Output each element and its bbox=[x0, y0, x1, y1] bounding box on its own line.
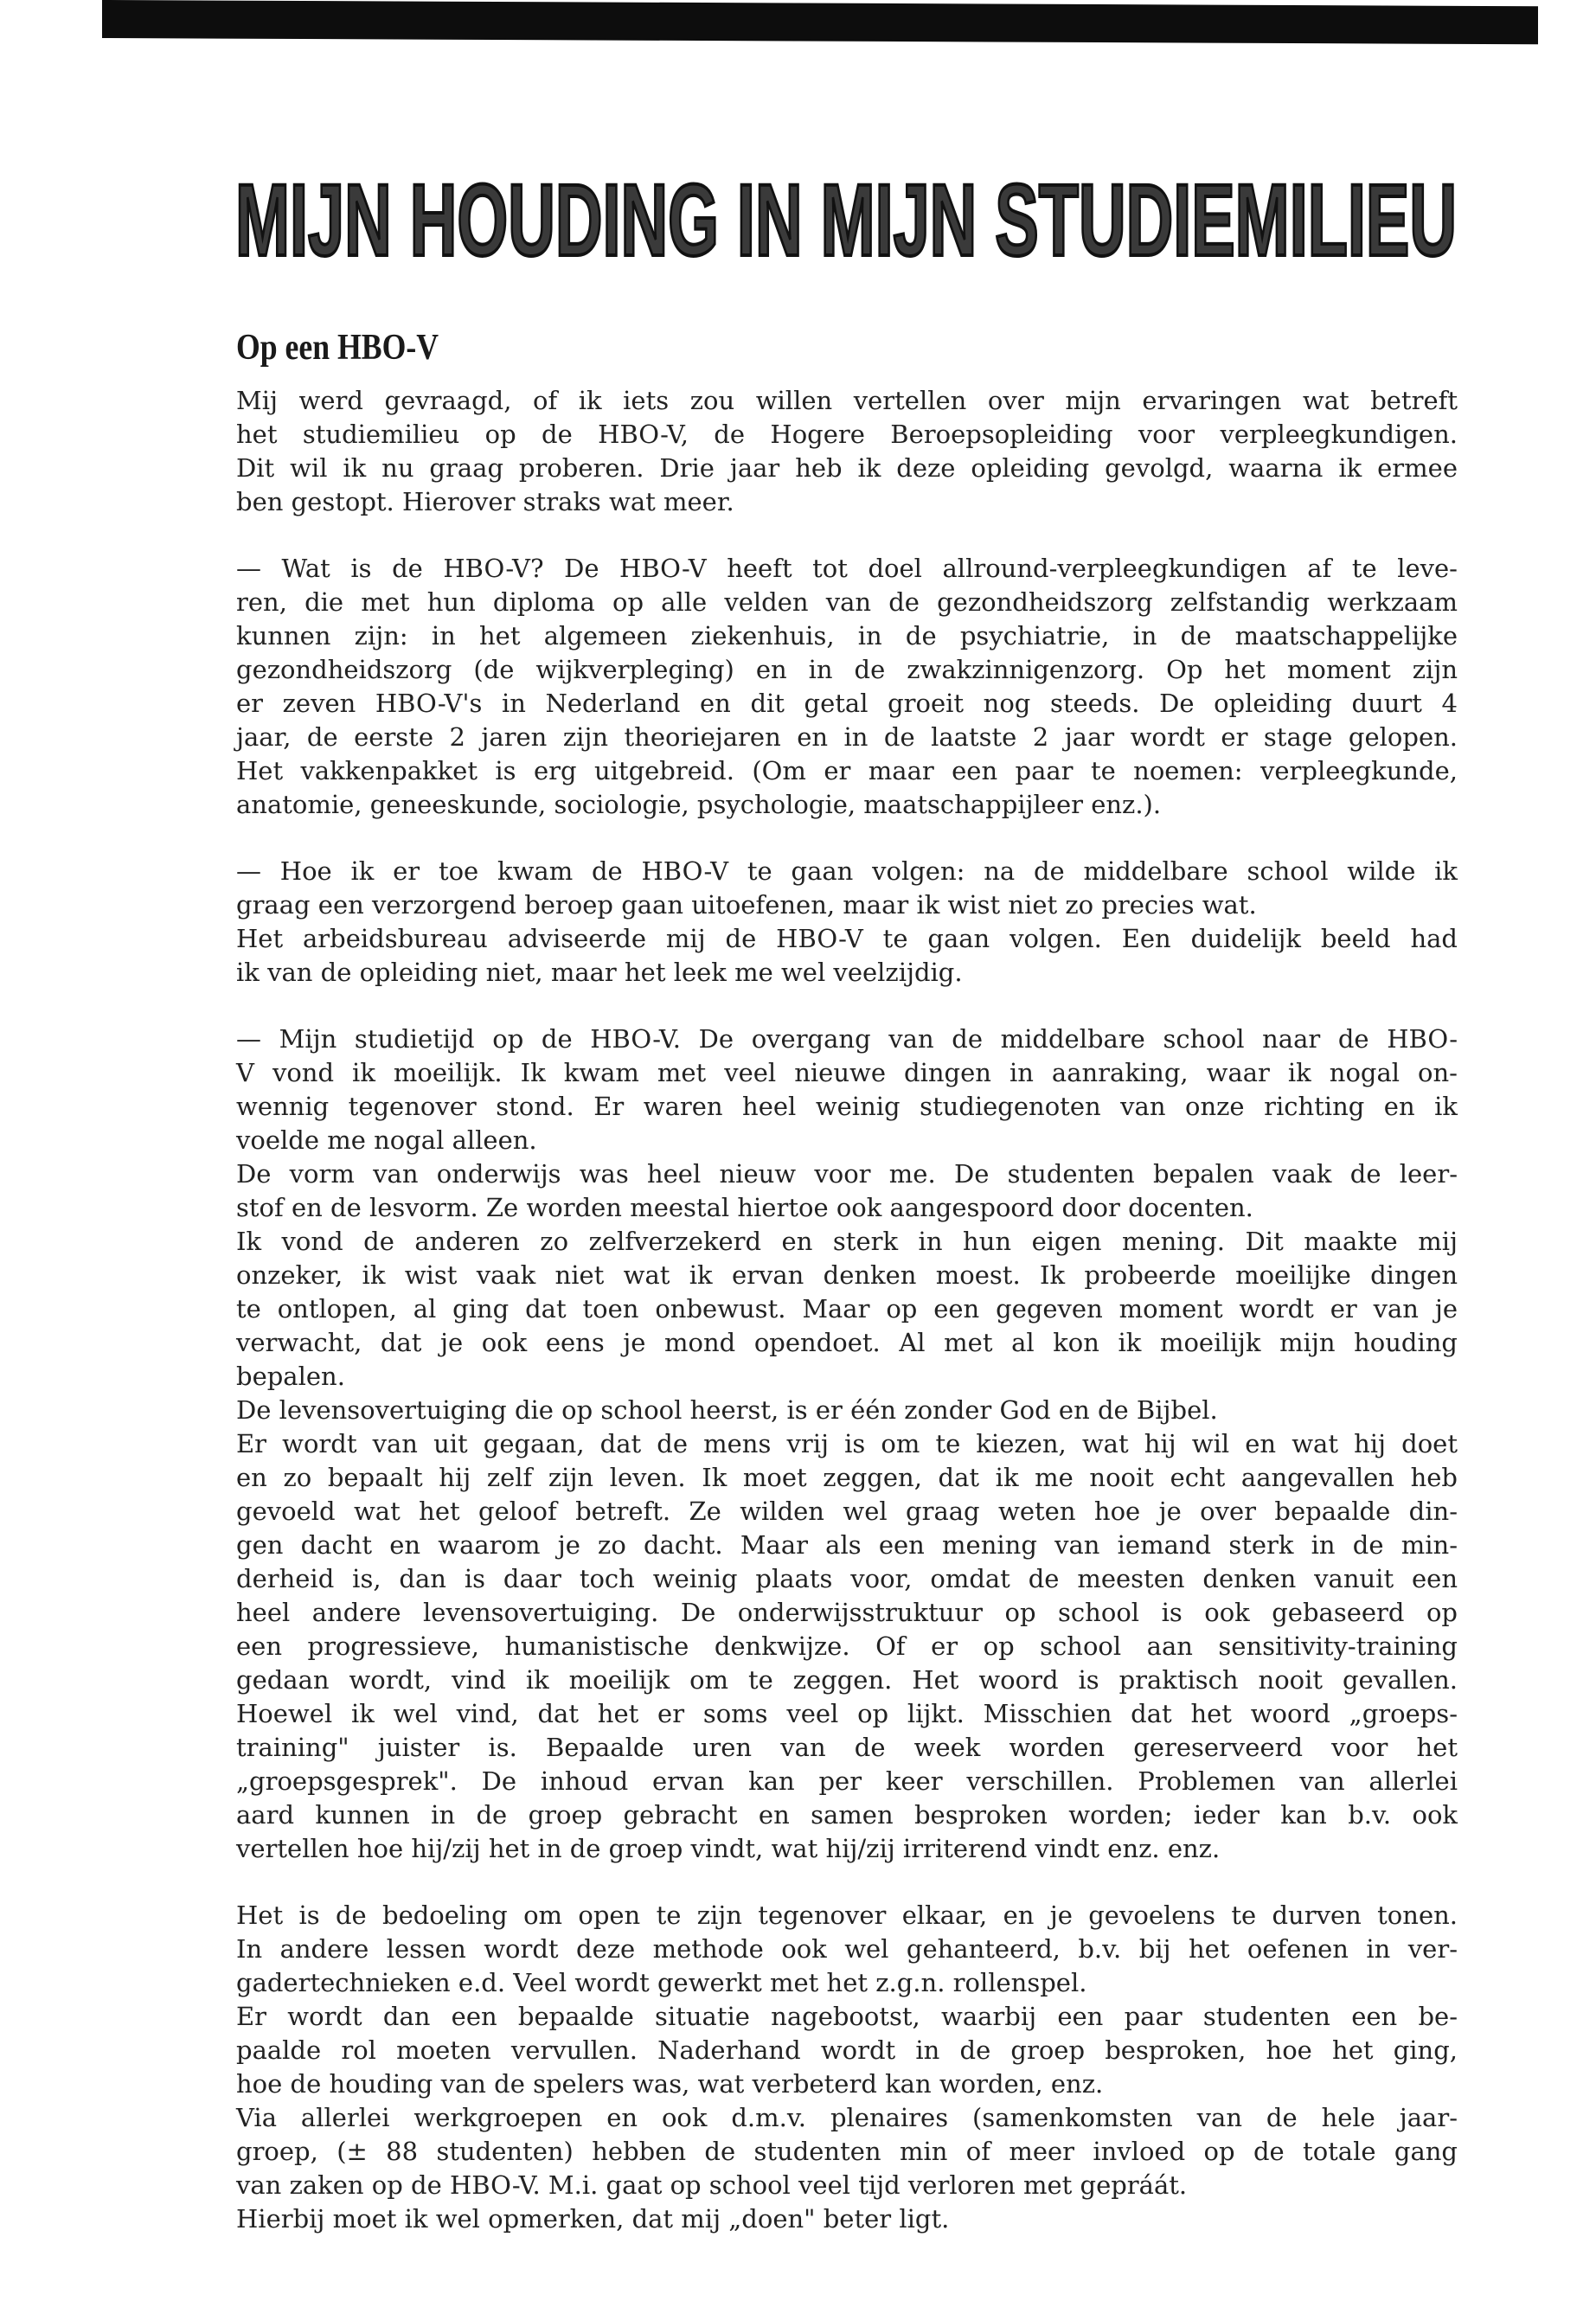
text-line: hoe de houding van de spelers was, wat verbeterd kan worden, enz. bbox=[236, 2069, 1104, 2099]
text-line: derheid is, dan is daar toch weinig plaats voor, omdat de meesten denken vanuit een bbox=[236, 1564, 1458, 1593]
text-line: heel andere levensovertuiging. De onderwijsstruktuur op school is ook gebaseerd op bbox=[236, 1598, 1458, 1627]
text-line: Ik vond de anderen zo zelfverzekerd en sterk in hun eigen mening. Dit maakte mij bbox=[236, 1227, 1458, 1256]
text-line: aard kunnen in de groep gebracht en samen besproken worden; ieder kan b.v. ook bbox=[236, 1800, 1458, 1830]
paragraph bbox=[236, 1899, 1458, 2000]
article-subtitle: Op een HBO-V bbox=[236, 328, 439, 368]
text-line: voelde me nogal alleen. bbox=[236, 1125, 537, 1155]
text-line: gedaan wordt, vind ik moeilijk om te zeggen. Het woord is praktisch nooit gevallen. bbox=[236, 1665, 1458, 1695]
section bbox=[236, 552, 1458, 822]
text-line: anatomie, geneeskunde, sociologie, psychologie, maatschappijleer enz.). bbox=[236, 790, 1162, 819]
section bbox=[236, 384, 1458, 519]
text-line: groep, (± 88 studenten) hebben de studenten min of meer invloed op de totale gang bbox=[236, 2137, 1458, 2166]
article-title-text: MIJN HOUDING IN MIJN STUDIEMILIEU bbox=[235, 169, 1457, 264]
article-body bbox=[236, 384, 1458, 2269]
paragraph bbox=[236, 922, 1458, 990]
paragraph bbox=[236, 2101, 1458, 2202]
text-line: er zeven HBO-V's in Nederland en dit getal groeit nog steeds. De opleiding duurt 4 bbox=[236, 689, 1458, 718]
text-line: van zaken op de HBO-V. M.i. gaat op school veel tijd verloren met gepráát. bbox=[236, 2170, 1188, 2200]
paragraph bbox=[236, 2202, 1458, 2236]
text-line: — Hoe ik er toe kwam de HBO-V te gaan volgen: na de middelbare school wilde ik bbox=[236, 856, 1458, 886]
text-line: stof en de lesvorm. Ze worden meestal hiertoe ook aangespoord door docenten. bbox=[236, 1193, 1253, 1222]
text-line: gen dacht en waarom je zo dacht. Maar als een mening van iemand sterk in de min- bbox=[236, 1530, 1458, 1560]
text-line: Hierbij moet ik wel opmerken, dat mij „doen" beter ligt. bbox=[236, 2204, 950, 2234]
text-line: en zo bepaalt hij zelf zijn leven. Ik moet zeggen, dat ik me nooit echt aangevallen heb bbox=[236, 1463, 1458, 1492]
section bbox=[236, 855, 1458, 990]
text-line: wennig tegenover stond. Er waren heel weinig studiegenoten van onze richting en ik bbox=[236, 1092, 1458, 1121]
paragraph bbox=[236, 552, 1458, 822]
text-line: Er wordt van uit gegaan, dat de mens vrij is om te kiezen, wat hij wil en wat hij doet bbox=[236, 1429, 1458, 1458]
text-line: ben gestopt. Hierover straks wat meer. bbox=[236, 487, 734, 516]
text-line: Het arbeidsbureau adviseerde mij de HBO-V te gaan volgen. Een duidelijk beeld had bbox=[236, 924, 1458, 953]
paragraph bbox=[236, 1427, 1458, 1866]
text-line: Mij werd gevraagd, of ik iets zou willen vertellen over mijn ervaringen wat betreft bbox=[236, 386, 1458, 415]
text-line: Hoewel ik wel vind, dat het er soms veel op lijkt. Misschien dat het woord „groeps- bbox=[236, 1699, 1458, 1728]
text-line: ren, die met hun diploma op alle velden van de gezondheidszorg zelfstandig werkzaam bbox=[236, 587, 1458, 617]
article-title bbox=[234, 169, 1462, 264]
text-line: te ontlopen, al ging dat toen onbewust. Maar op een gegeven moment wordt er van je bbox=[236, 1294, 1458, 1324]
paragraph bbox=[236, 1157, 1458, 1225]
text-line: graag een verzorgend beroep gaan uitoefenen, maar ik wist niet zo precies wat. bbox=[236, 890, 1257, 920]
paragraph bbox=[236, 2000, 1458, 2101]
section bbox=[236, 1899, 1458, 2236]
text-line: bepalen. bbox=[236, 1362, 345, 1391]
text-line: In andere lessen wordt deze methode ook wel gehanteerd, b.v. bij het oefenen in ver- bbox=[236, 1934, 1458, 1964]
text-line: paalde rol moeten vervullen. Naderhand wordt in de groep besproken, hoe het ging, bbox=[236, 2035, 1458, 2065]
text-line: — Mijn studietijd op de HBO-V. De overgang van de middelbare school naar de HBO- bbox=[236, 1024, 1458, 1054]
section bbox=[236, 1022, 1458, 1866]
text-line: het studiemilieu op de HBO-V, de Hogere Beroepsopleiding voor verpleegkundigen. bbox=[236, 420, 1458, 449]
text-line: gevoeld wat het geloof betreft. Ze wilden wel graag weten hoe je over bepaalde din- bbox=[236, 1497, 1458, 1526]
text-line: gadertechnieken e.d. Veel wordt gewerkt met het z.g.n. rollenspel. bbox=[236, 1968, 1087, 1997]
text-line: De vorm van onderwijs was heel nieuw voor me. De studenten bepalen vaak de leer- bbox=[236, 1159, 1458, 1189]
text-line: Het vakkenpakket is erg uitgebreid. (Om er maar een paar te noemen: verpleegkunde, bbox=[236, 756, 1458, 785]
text-line: een progressieve, humanistische denkwijze. Of er op school aan sensitivity-training bbox=[236, 1631, 1458, 1661]
text-line: jaar, de eerste 2 jaren zijn theoriejaren en in de laatste 2 jaar wordt er stage gelopen. bbox=[236, 722, 1458, 752]
paragraph bbox=[236, 1225, 1458, 1394]
text-line: kunnen zijn: in het algemeen ziekenhuis, in de psychiatrie, in de maatschappelijke bbox=[236, 621, 1458, 651]
text-line: Het is de bedoeling om open te zijn tegenover elkaar, en je gevoelens te durven tonen. bbox=[236, 1900, 1458, 1930]
paragraph bbox=[236, 855, 1458, 922]
paragraph bbox=[236, 1394, 1458, 1427]
top-black-bar bbox=[102, 0, 1538, 44]
text-line: — Wat is de HBO-V? De HBO-V heeft tot doel allround-verpleegkundigen af te leve- bbox=[236, 554, 1458, 583]
paragraph bbox=[236, 384, 1458, 519]
text-line: Er wordt dan een bepaalde situatie nagebootst, waarbij een paar studenten een be- bbox=[236, 2002, 1458, 2031]
text-line: vertellen hoe hij/zij het in de groep vindt, wat hij/zij irriterend vindt enz. enz. bbox=[236, 1834, 1221, 1863]
text-line: training" juister is. Bepaalde uren van de week worden gereserveerd voor het bbox=[236, 1733, 1458, 1762]
text-line: Via allerlei werkgroepen en ook d.m.v. plenaires (samenkomsten van de hele jaar- bbox=[236, 2103, 1458, 2132]
text-line: Dit wil ik nu graag proberen. Drie jaar heb ik deze opleiding gevolgd, waarna ik ermee bbox=[236, 453, 1458, 483]
paragraph bbox=[236, 1022, 1458, 1157]
text-line: ik van de opleiding niet, maar het leek me wel veelzijdig. bbox=[236, 958, 963, 987]
text-line: gezondheidszorg (de wijkverpleging) en in de zwakzinnigenzorg. Op het moment zijn bbox=[236, 655, 1458, 684]
text-line: V vond ik moeilijk. Ik kwam met veel nieuwe dingen in aanraking, waar ik nogal on- bbox=[236, 1058, 1458, 1087]
text-line: De levensovertuiging die op school heerst, is er één zonder God en de Bijbel. bbox=[236, 1395, 1218, 1425]
text-line: „groepsgesprek". De inhoud ervan kan per keer verschillen. Problemen van allerlei bbox=[236, 1766, 1458, 1796]
text-line: onzeker, ik wist vaak niet wat ik ervan denken moest. Ik probeerde moeilijke dingen bbox=[236, 1260, 1458, 1290]
text-line: verwacht, dat je ook eens je mond opendoet. Al met al kon ik moeilijk mijn houding bbox=[236, 1328, 1458, 1357]
